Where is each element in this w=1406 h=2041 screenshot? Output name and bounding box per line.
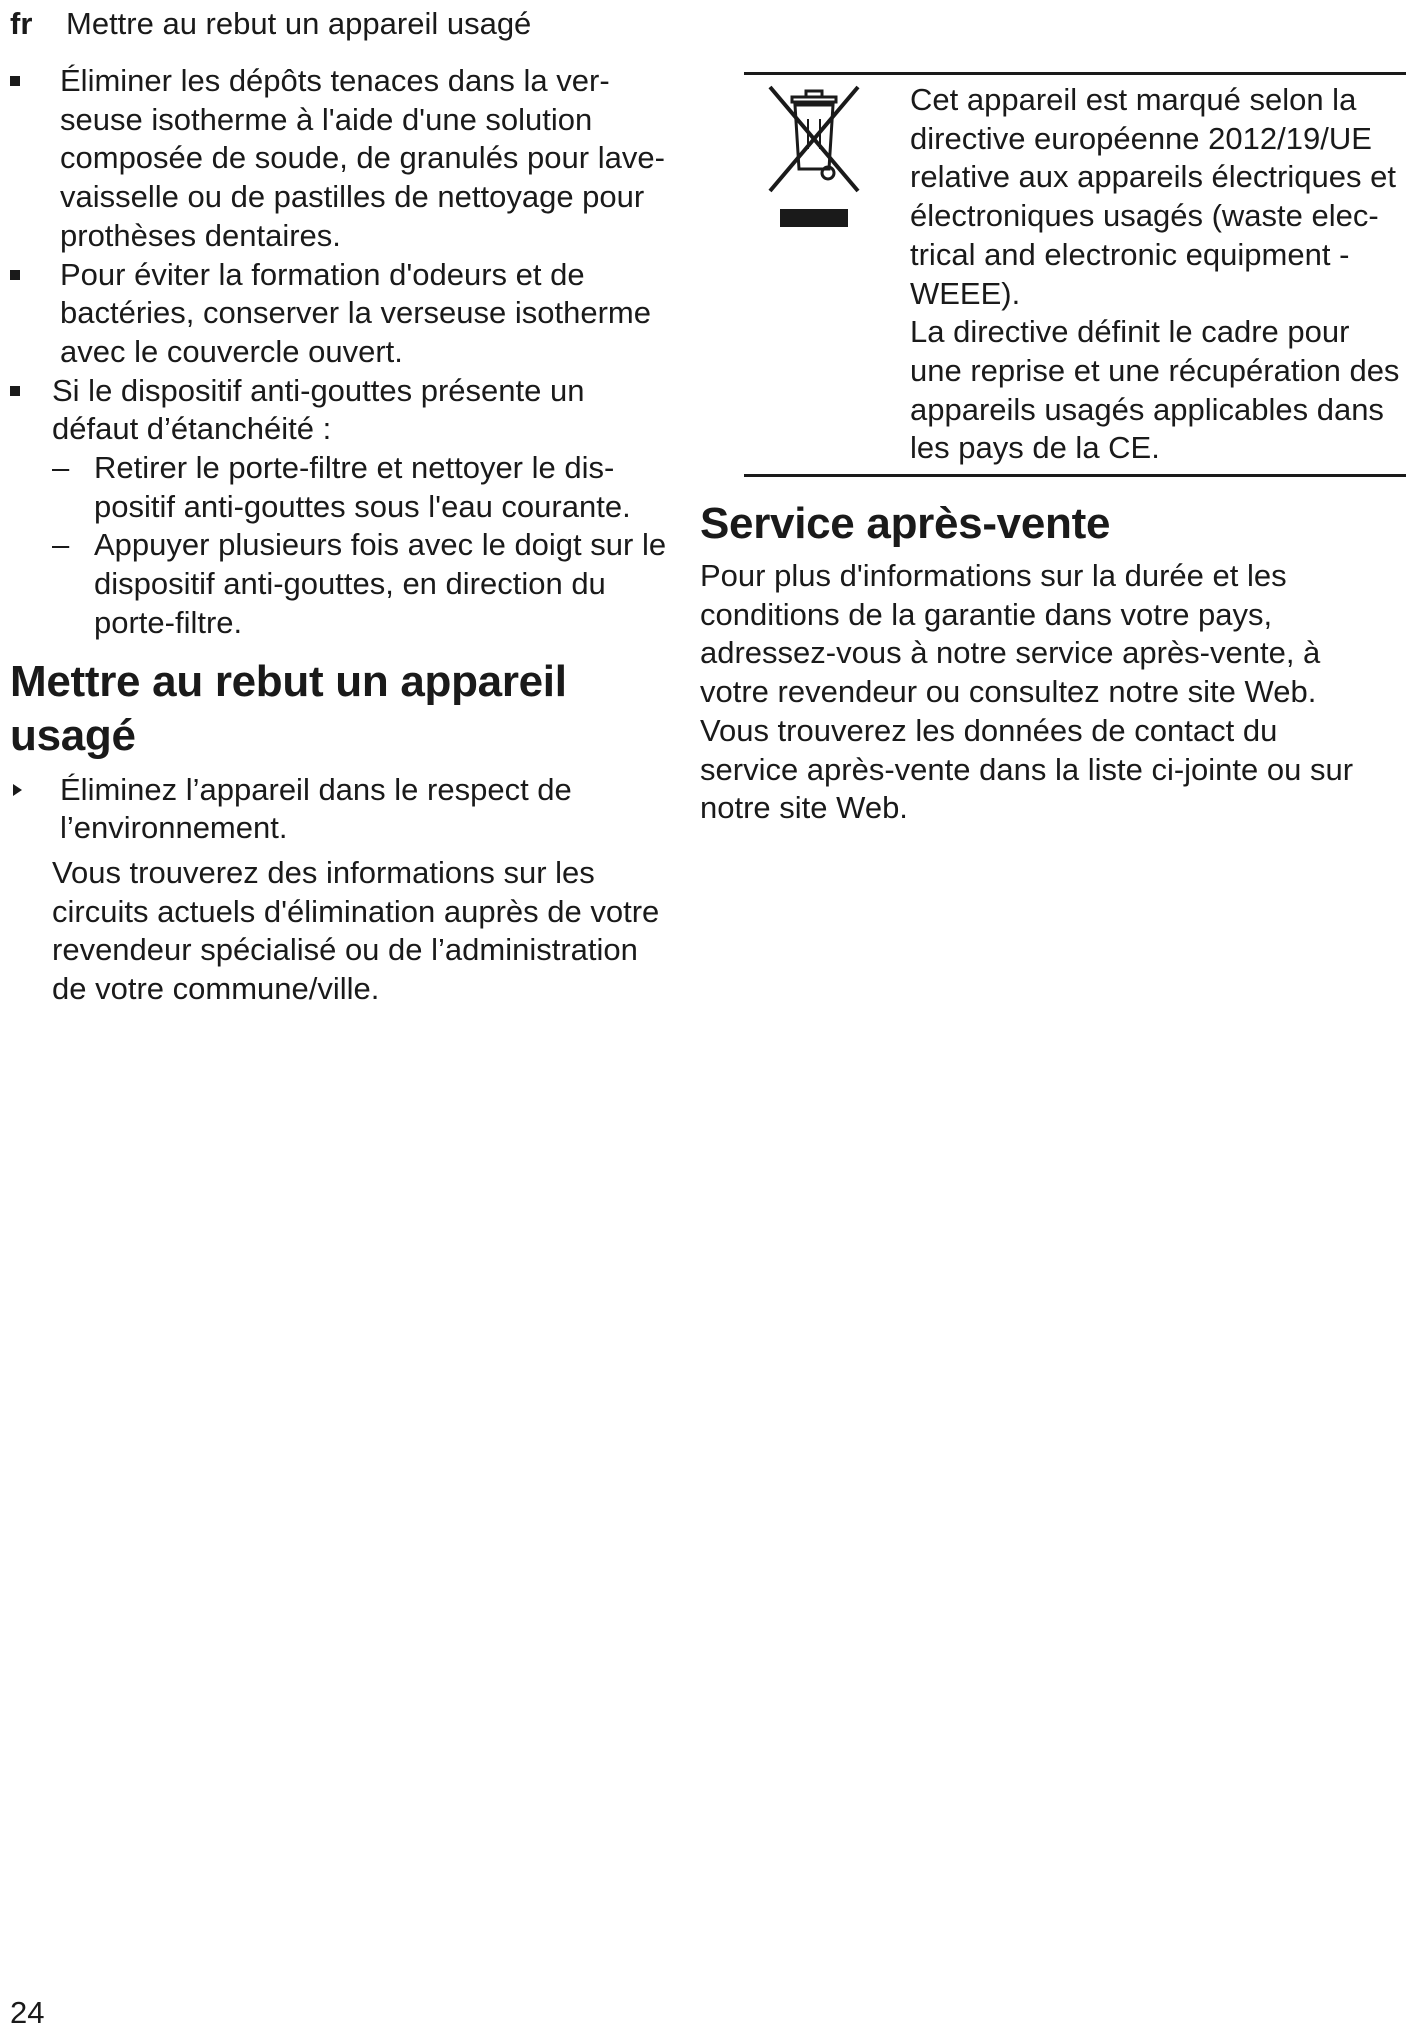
header-title: Mettre au rebut un appareil usagé xyxy=(66,6,532,41)
list-item: – Appuyer plusieurs fois avec le doigt sur le dispositif anti-gouttes, en direction du porte-filtre. xyxy=(52,527,667,640)
service-warranty-paragraph: Pour plus d'informations sur la durée et les conditions de la garantie dans votre pays, adressez-vous à notre service après-vente, à votre revendeur ou consultez notre site Web. xyxy=(700,558,1321,710)
service-section-title: Service après-vente xyxy=(700,499,1111,549)
weee-notice-box xyxy=(744,72,1406,477)
list-item: Éliminer les dépôts tenaces dans la verseuse isotherme à l'aide d'une solution composée de soude, de granulés pour lave-vaisselle ou de pastilles de nettoyage pour prothèses dentaires. xyxy=(10,62,675,256)
square-bullet-icon xyxy=(10,76,20,86)
square-bullet-icon xyxy=(10,386,20,396)
weee-directive-paragraph: Cet appareil est marqué selon la directive européenne 2012/19/UE relative aux appareils électriques et électroniques usagés (waste electrical and electronic equipment - WEEE). xyxy=(910,82,1396,311)
weee-framework-paragraph: La directive définit le cadre pour une reprise et une récupération des appareils usagés applicables dans les pays de la CE. xyxy=(910,314,1400,466)
left-column xyxy=(10,62,675,1009)
right-column xyxy=(700,72,1400,828)
list-item: Si le dispositif anti-gouttes présente un défaut d’étanchéité : xyxy=(10,372,675,449)
disposal-action-item: Éliminez l’appareil dans le respect de l’environnement. xyxy=(10,771,675,848)
triangle-bullet-icon xyxy=(13,784,22,796)
list-item: Pour éviter la formation d'odeurs et de bactéries, conserver la verseuse isotherme avec le couvercle ouvert. xyxy=(10,256,675,372)
service-contact-paragraph: Vous trouverez les données de contact du service après-vente dans la liste ci-jointe ou sur notre site Web. xyxy=(700,712,1354,826)
page-number: 24 xyxy=(10,1995,45,2030)
dash-bullet-icon: – xyxy=(52,527,70,563)
square-bullet-icon xyxy=(10,270,20,280)
disposal-section-title: Mettre au rebut un appareil usagé xyxy=(10,656,567,760)
language-code: fr xyxy=(10,6,33,41)
weee-text xyxy=(910,81,1406,468)
cleaning-bullet-list xyxy=(10,62,675,449)
anti-drip-step-list xyxy=(10,449,675,643)
dash-bullet-icon: – xyxy=(52,450,70,486)
list-item: – Retirer le porte-filtre et nettoyer le dispositif anti-gouttes sous l'eau courante. xyxy=(52,450,631,524)
page-header xyxy=(10,6,531,42)
crossed-out-wheelie-bin-icon xyxy=(762,79,866,239)
disposal-info-paragraph: Vous trouverez des informations sur les circuits actuels d'élimination auprès de votre revendeur spécialisé ou de l’administration de votre commune/ville. xyxy=(52,854,660,1007)
